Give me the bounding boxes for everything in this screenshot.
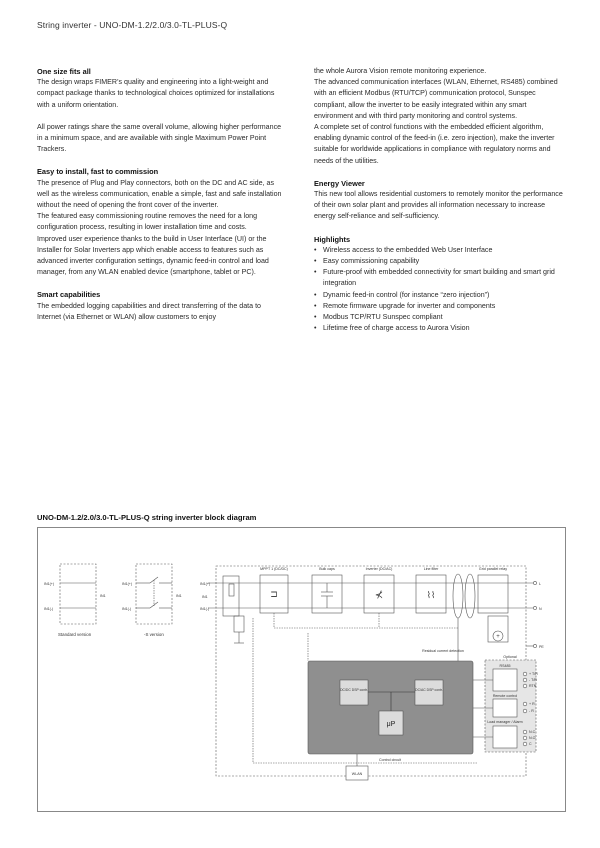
label-mppt: MPPT 1 (DC/DC) <box>260 567 288 571</box>
label-grid-relay: Grid parallel relay <box>478 567 508 571</box>
label-s-in1-minus: IN1(-) <box>122 607 132 611</box>
label-nc: N.C <box>529 730 536 734</box>
list-item: • Easy commissioning capability <box>314 256 566 267</box>
svg-text:⊀: ⊀ <box>374 590 384 601</box>
section-heading: Highlights <box>314 234 351 244</box>
label-main-in1: IN1 <box>202 595 208 599</box>
grid-relay-block <box>478 575 508 613</box>
left-column <box>37 66 287 323</box>
label-s-in1-plus: IN1(+) <box>122 582 133 586</box>
section-heading: Smart capabilities <box>37 290 101 300</box>
control-circuit-block <box>308 661 473 754</box>
label-residual-current: Residual current detection <box>422 649 464 653</box>
label-tr-minus: - T/R <box>529 678 537 682</box>
list-item: • Wireless access to the embedded Web User Interface <box>314 245 566 256</box>
paragraph: The embedded logging capabilities and direct transferring of the data to Internet (via Ethernet or WLAN) allow customers to enjoy <box>37 301 261 321</box>
label-dcac-dsp: DC/AC DSP contr. <box>415 688 443 692</box>
list-item: • Future-proof with embedded connectivity for smart building and smart grid integration <box>314 267 566 289</box>
label-load-manager: Load manager / Alarm <box>487 720 523 724</box>
paragraph: The design wraps FIMER’s quality and engineering into a light-weight and compact package thanks to technological choices optimized for installations with a uniform orientation. <box>37 78 275 109</box>
label-no: N.O <box>529 736 536 740</box>
label-main-in1-minus: IN1(-) <box>200 607 210 611</box>
svg-text:+: + <box>496 634 500 640</box>
right-column <box>314 66 566 334</box>
paragraph: A complete set of control functions with the embedded efficient algorithm, enabling dynamic control of the feed-in (i.e. zero injection), make the inverter suitable for worldwide applications in compliance with regulatory norms and needs of the utilities. <box>314 123 555 165</box>
label-line-filter: Line filter <box>423 567 439 571</box>
label-s-version: -S version <box>144 632 164 637</box>
svg-text:⊐: ⊐ <box>270 589 278 599</box>
label-main-in1-plus: IN1(+) <box>200 582 211 586</box>
label-in1: IN1 <box>100 594 106 598</box>
label-wlan: WLAN <box>351 772 363 776</box>
label-l: L <box>539 582 541 586</box>
list-item: • Remote firmware upgrade for inverter and components <box>314 301 566 312</box>
label-in1-plus: IN1(+) <box>44 582 55 586</box>
label-dcdc-dsp: DC/DC DSP contr. <box>340 688 368 692</box>
paragraph: This new tool allows residential customers to remotely monitor the performance of their own solar plant and provides all information necessary to increase energy self-reliance and self-sufficiency. <box>314 190 563 221</box>
label-microprocessor: μP <box>386 721 396 728</box>
list-item: • Dynamic feed-in control (for instance “zero injection”) <box>314 290 566 301</box>
block-diagram <box>37 527 566 812</box>
paragraph: The advanced communication interfaces (WLAN, Ethernet, RS485) combined with an efficient Modbus (RTU/TCP) communication protocol, Sunspec compliant, allow the inverter to be easily integrated within any smart environment and with third party monitoring and control systems. <box>314 78 558 120</box>
svg-text:⌇⌇: ⌇⌇ <box>426 590 436 600</box>
label-s-in1: IN1 <box>176 594 182 598</box>
paragraph: All power ratings share the same overall volume, allowing higher performance in a minimum space, and are available with single Maximum Power Point Trackers. <box>37 122 282 154</box>
label-n: N <box>539 607 542 611</box>
paragraph: Improved user experience thanks to the build in User Interface (UI) or the Installer for Solar Inverters app which enable access to features such as advanced inverter configuration settings, dynamic feed-in control and load manager, from any WLAN enabled device (smartphone, tablet or PC). <box>37 234 269 277</box>
label-rtn: RTN <box>529 684 537 688</box>
label-tr-plus: + T/R <box>529 672 538 676</box>
label-optional: Optional <box>503 655 517 659</box>
paragraph: The featured easy commissioning routine removes the need for a long configuration process, resulting in lower installation time and costs. <box>37 212 258 232</box>
section-heading: Energy Viewer <box>314 178 365 188</box>
paragraph: The presence of Plug and Play connectors, both on the DC and AC side, as well as the wireless communication, enable a simple, fast and safe installation without the need of opening the front cover of the inverter. <box>37 178 282 210</box>
label-bulk-caps: Bulk caps <box>319 567 335 571</box>
label-r-plus: + R <box>529 702 535 706</box>
paragraph: the whole Aurora Vision remote monitoring experience. <box>314 67 487 75</box>
label-rs485: RS485 <box>499 664 511 668</box>
section-heading: Easy to install, fast to commission <box>37 167 159 177</box>
standard-version-box <box>60 564 96 624</box>
dcac-dsp-block <box>415 680 443 705</box>
list-item: • Modbus TCP/RTU Sunspec compliant <box>314 312 566 323</box>
label-remote-control: Remote control <box>492 694 518 698</box>
label-standard-version: Standard version <box>58 632 92 637</box>
label-c: C <box>529 742 532 746</box>
block-diagram-svg <box>38 528 565 811</box>
section-heading: One size fits all <box>37 67 91 76</box>
dcdc-dsp-block <box>340 680 368 705</box>
label-inverter: Inverter (DC/AC) <box>365 567 393 571</box>
page-header: String inverter - UNO-DM-1.2/2.0/3.0-TL-PLUS-Q <box>37 20 228 30</box>
highlights-list <box>314 245 566 335</box>
label-control-circuit: Control circuit <box>379 758 401 762</box>
list-item: • Lifetime free of charge access to Aurora Vision <box>314 323 566 334</box>
diagram-title: UNO-DM-1.2/2.0/3.0-TL-PLUS-Q string inverter block diagram <box>37 513 257 522</box>
label-r-minus: - R <box>529 709 534 713</box>
label-pe: PE <box>539 645 544 649</box>
label-in1-minus: IN1(-) <box>44 607 54 611</box>
